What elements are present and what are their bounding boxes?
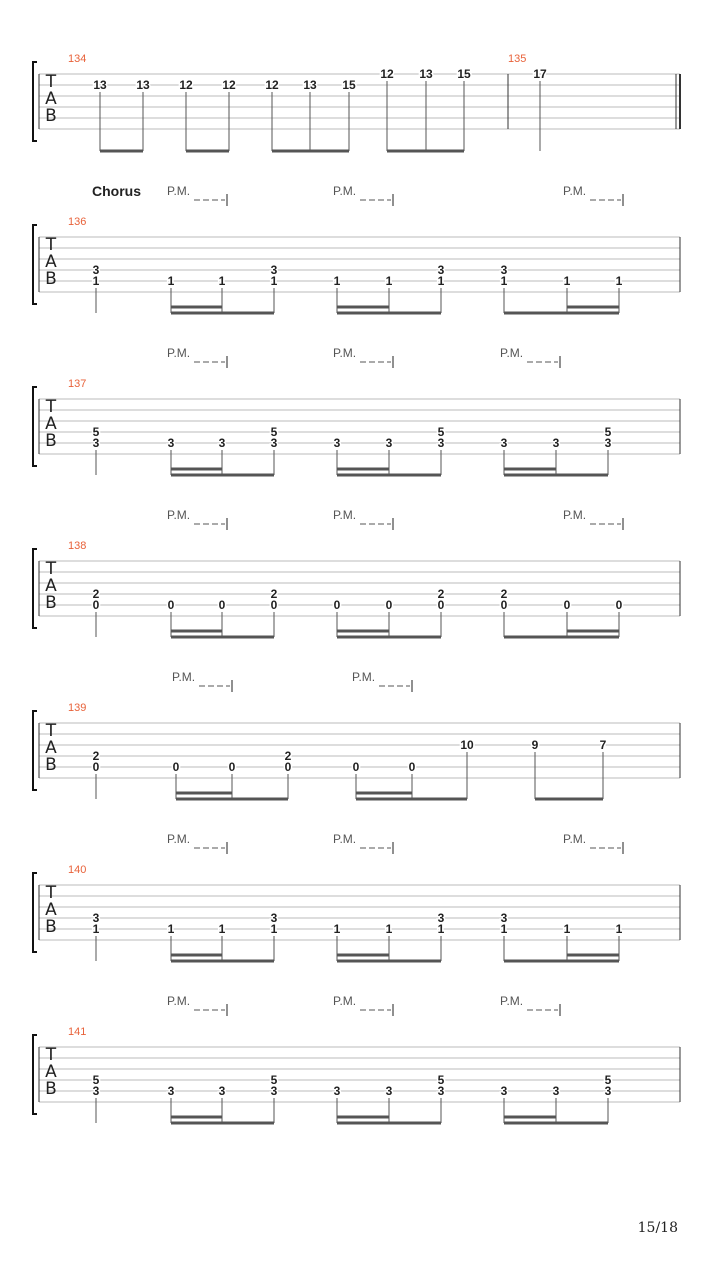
fret-number: 3 [552,436,560,450]
fret-number: 1 [333,274,341,288]
fret-number: 0 [563,598,571,612]
beam [337,312,441,315]
palm-mute-label: P.M. [563,832,587,846]
tab-clef-letter: T [45,559,57,579]
fret-number: 3 [437,263,445,277]
sub-beam [337,468,389,471]
tab-clef-letter: A [45,252,57,272]
fret-number: 2 [500,587,508,601]
fret-number: 3 [92,263,100,277]
fret-number: 12 [265,78,279,92]
fret-number: 3 [92,436,100,450]
sub-beam [356,792,412,795]
fret-number: 13 [93,78,107,92]
fret-number: 5 [437,1073,445,1087]
fret-number: 5 [92,1073,100,1087]
palm-mute-label: P.M. [172,670,196,684]
fret-number: 5 [604,1073,612,1087]
measure-number: 137 [68,378,87,390]
fret-number: 13 [303,78,317,92]
fret-number: 1 [270,922,278,936]
tab-clef-letter: A [45,1062,57,1082]
fret-number: 0 [352,760,360,774]
tab-clef-letter: B [45,755,57,775]
fret-number: 1 [385,922,393,936]
beam [171,636,274,639]
fret-number: 0 [615,598,623,612]
fret-number: 3 [92,911,100,925]
fret-number: 13 [136,78,150,92]
fret-number: 3 [270,436,278,450]
fret-number: 0 [218,598,226,612]
palm-mute-label: P.M. [563,184,587,198]
fret-number: 15 [457,67,471,81]
system-bracket [33,549,37,628]
tab-clef-letter: A [45,738,57,758]
palm-mute-label: P.M. [333,346,357,360]
fret-number: 1 [218,922,226,936]
fret-number: 1 [333,922,341,936]
tab-clef-letter: T [45,72,57,92]
palm-mute-label: P.M. [167,184,191,198]
fret-number: 0 [500,598,508,612]
palm-mute-label: P.M. [167,346,191,360]
fret-number: 12 [380,67,394,81]
tab-clef-letter: T [45,1045,57,1065]
fret-number: 3 [270,911,278,925]
sub-beam [176,792,232,795]
palm-mute-label: P.M. [167,832,191,846]
beam [504,312,619,315]
fret-number: 2 [284,749,292,763]
fret-number: 1 [218,274,226,288]
fret-number: 3 [604,436,612,450]
fret-number: 2 [437,587,445,601]
fret-number: 1 [167,274,175,288]
fret-number: 5 [270,425,278,439]
beam [171,1122,274,1125]
fret-number: 1 [500,274,508,288]
beam [176,798,288,801]
tab-clef-letter: A [45,89,57,109]
tab-clef-letter: A [45,576,57,596]
fret-number: 3 [270,263,278,277]
sub-beam [171,630,222,633]
sub-beam [171,954,222,957]
page-number: 15/18 [637,1220,678,1236]
palm-mute-label: P.M. [333,832,357,846]
fret-number: 0 [333,598,341,612]
fret-number: 2 [92,749,100,763]
sub-beam [504,468,556,471]
fret-number: 5 [270,1073,278,1087]
fret-number: 1 [92,274,100,288]
fret-number: 0 [284,760,292,774]
fret-number: 3 [333,1084,341,1098]
fret-number: 3 [385,1084,393,1098]
fret-number: 2 [270,587,278,601]
palm-mute-label: P.M. [333,994,357,1008]
fret-number: 3 [437,436,445,450]
fret-number: 12 [179,78,193,92]
beam [504,474,608,477]
fret-number: 3 [92,1084,100,1098]
fret-number: 3 [167,436,175,450]
sub-beam [567,630,619,633]
tab-clef-letter: T [45,235,57,255]
palm-mute-label: P.M. [500,994,524,1008]
fret-number: 5 [437,425,445,439]
beam [356,798,467,801]
beam [171,312,274,315]
fret-number: 9 [531,738,539,752]
fret-number: 1 [437,274,445,288]
tab-clef-letter: B [45,431,57,451]
measure-number: 138 [68,540,87,552]
system-bracket [33,225,37,304]
fret-number: 3 [218,436,226,450]
fret-number: 0 [92,598,100,612]
sub-beam [567,954,619,957]
beam [337,474,441,477]
fret-number: 0 [92,760,100,774]
beam [387,150,464,153]
beam [272,150,349,153]
tab-clef-letter: T [45,883,57,903]
beam [504,1122,608,1125]
fret-number: 0 [437,598,445,612]
fret-number: 3 [500,263,508,277]
fret-number: 0 [172,760,180,774]
beam [535,798,603,801]
tab-clef-letter: A [45,900,57,920]
fret-number: 1 [615,274,623,288]
tab-clef-letter: A [45,414,57,434]
beam [337,636,441,639]
fret-number: 15 [342,78,356,92]
measure-number: 134 [68,53,87,65]
tab-clef-letter: B [45,917,57,937]
tab-clef-letter: B [45,1079,57,1099]
beam [504,636,619,639]
system-bracket [33,873,37,952]
fret-number: 1 [500,922,508,936]
sub-beam [337,1116,389,1119]
palm-mute-label: P.M. [500,346,524,360]
beam [171,960,274,963]
sub-beam [171,306,222,309]
fret-number: 3 [437,1084,445,1098]
palm-mute-label: P.M. [333,184,357,198]
system-bracket [33,62,37,141]
fret-number: 0 [385,598,393,612]
fret-number: 3 [604,1084,612,1098]
sub-beam [171,1116,222,1119]
palm-mute-label: P.M. [563,508,587,522]
fret-number: 7 [599,738,607,752]
fret-number: 1 [92,922,100,936]
palm-mute-label: P.M. [333,508,357,522]
measure-number: 136 [68,216,87,228]
tab-clef-letter: B [45,106,57,126]
sub-beam [337,306,389,309]
fret-number: 17 [533,67,547,81]
fret-number: 1 [437,922,445,936]
fret-number: 3 [218,1084,226,1098]
fret-number: 3 [167,1084,175,1098]
fret-number: 13 [419,67,433,81]
system-bracket [33,387,37,466]
palm-mute-label: P.M. [352,670,376,684]
sub-beam [337,630,389,633]
sub-beam [504,1116,556,1119]
beam [504,960,619,963]
beam [100,150,143,153]
fret-number: 3 [500,1084,508,1098]
beam [337,960,441,963]
sub-beam [567,306,619,309]
beam [171,474,274,477]
fret-number: 1 [270,274,278,288]
measure-number: 141 [68,1026,87,1038]
tab-clef-letter: T [45,721,57,741]
sub-beam [171,468,222,471]
fret-number: 3 [500,911,508,925]
beam [337,1122,441,1125]
fret-number: 3 [500,436,508,450]
fret-number: 1 [167,922,175,936]
fret-number: 12 [222,78,236,92]
measure-number: 139 [68,702,87,714]
fret-number: 10 [460,738,474,752]
beam [186,150,229,153]
fret-number: 1 [615,922,623,936]
fret-number: 5 [604,425,612,439]
palm-mute-label: P.M. [167,508,191,522]
fret-number: 0 [228,760,236,774]
fret-number: 3 [385,436,393,450]
system-bracket [33,1035,37,1114]
fret-number: 1 [563,922,571,936]
fret-number: 5 [92,425,100,439]
tab-clef-letter: T [45,397,57,417]
palm-mute-label: P.M. [167,994,191,1008]
fret-number: 3 [270,1084,278,1098]
fret-number: 2 [92,587,100,601]
fret-number: 1 [385,274,393,288]
tab-clef-letter: B [45,593,57,613]
measure-number: 140 [68,864,87,876]
fret-number: 3 [333,436,341,450]
fret-number: 3 [437,911,445,925]
system-bracket [33,711,37,790]
tab-clef-letter: B [45,269,57,289]
measure-number: 135 [508,53,527,65]
fret-number: 0 [167,598,175,612]
fret-number: 0 [408,760,416,774]
fret-number: 0 [270,598,278,612]
fret-number: 3 [552,1084,560,1098]
fret-number: 1 [563,274,571,288]
section-label: Chorus [92,183,141,199]
sub-beam [337,954,389,957]
